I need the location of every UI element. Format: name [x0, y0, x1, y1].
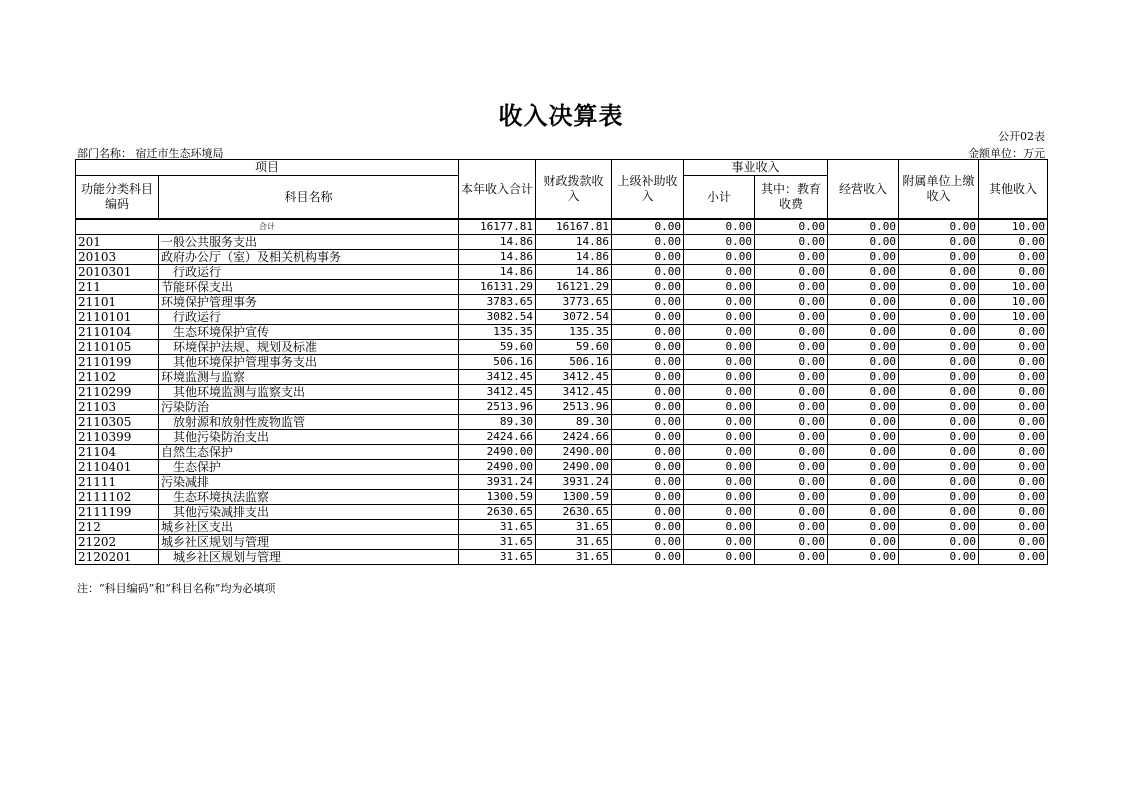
amount-cell: 0.00 — [684, 370, 755, 385]
table-row — [76, 505, 1048, 520]
amount-cell: 0.00 — [979, 415, 1048, 430]
header-affiliated: 附属单位上缴收入 — [899, 160, 979, 220]
amount-cell: 0.00 — [612, 280, 684, 295]
amount-cell: 0.00 — [612, 490, 684, 505]
page-title: 收入决算表 — [498, 101, 624, 130]
amount-cell: 0.00 — [979, 265, 1048, 280]
amount-cell: 3783.65 — [459, 295, 536, 310]
amount-cell: 0.00 — [979, 475, 1048, 490]
amount-cell: 16131.29 — [459, 280, 536, 295]
subject-name: 自然生态保护 — [159, 445, 459, 460]
amount-cell: 0.00 — [828, 460, 899, 475]
amount-cell: 506.16 — [459, 355, 536, 370]
subject-code: 2110399 — [76, 430, 159, 445]
subject-name: 一般公共服务支出 — [159, 235, 459, 250]
subject-code: 2110105 — [76, 340, 159, 355]
amount-cell: 0.00 — [612, 325, 684, 340]
amount-cell: 0.00 — [899, 265, 979, 280]
amount-cell: 0.00 — [684, 430, 755, 445]
subject-code: 201 — [76, 235, 159, 250]
amount-cell: 31.65 — [536, 550, 612, 565]
table-row — [76, 250, 1048, 265]
amount-cell: 0.00 — [979, 235, 1048, 250]
amount-cell: 0.00 — [612, 385, 684, 400]
subject-name: 污染防治 — [159, 400, 459, 415]
amount-cell: 0.00 — [899, 355, 979, 370]
amount-cell: 3412.45 — [459, 370, 536, 385]
amount-cell: 0.00 — [899, 400, 979, 415]
amount-cell: 2513.96 — [536, 400, 612, 415]
amount-cell: 3072.54 — [536, 310, 612, 325]
amount-cell: 0.00 — [979, 445, 1048, 460]
amount-cell: 0.00 — [755, 460, 828, 475]
table-row — [76, 415, 1048, 430]
amount-cell: 0.00 — [828, 520, 899, 535]
table-row — [76, 385, 1048, 400]
amount-cell: 0.00 — [899, 460, 979, 475]
amount-cell: 0.00 — [828, 310, 899, 325]
amount-cell: 0.00 — [979, 355, 1048, 370]
amount-cell: 0.00 — [979, 505, 1048, 520]
amount-cell: 2424.66 — [459, 430, 536, 445]
amount-cell: 0.00 — [828, 370, 899, 385]
amount-cell: 0.00 — [899, 235, 979, 250]
amount-cell: 0.00 — [612, 340, 684, 355]
amount-cell: 0.00 — [979, 490, 1048, 505]
subject-code: 2111199 — [76, 505, 159, 520]
table-row — [76, 400, 1048, 415]
amount-cell: 31.65 — [459, 520, 536, 535]
amount-cell: 14.86 — [459, 250, 536, 265]
header-operating: 经营收入 — [828, 160, 899, 220]
amount-cell: 0.00 — [899, 430, 979, 445]
header-item: 项目 — [76, 160, 459, 176]
amount-cell: 0.00 — [684, 490, 755, 505]
subject-name: 其他污染防治支出 — [159, 430, 459, 445]
amount-cell: 0.00 — [755, 400, 828, 415]
amount-cell: 0.00 — [755, 445, 828, 460]
amount-cell: 0.00 — [612, 460, 684, 475]
total-cell: 0.00 — [755, 219, 828, 235]
amount-cell: 59.60 — [536, 340, 612, 355]
amount-cell: 0.00 — [899, 250, 979, 265]
amount-cell: 0.00 — [828, 505, 899, 520]
subject-name: 城乡社区规划与管理 — [159, 550, 459, 565]
amount-cell: 2424.66 — [536, 430, 612, 445]
amount-cell: 0.00 — [979, 535, 1048, 550]
header-superior: 上级补助收入 — [612, 160, 684, 220]
subject-code: 2110101 — [76, 310, 159, 325]
footnote: 注：“科目编码”和“科目名称”均为必填项 — [77, 582, 276, 595]
amount-cell: 0.00 — [612, 445, 684, 460]
amount-cell: 0.00 — [612, 430, 684, 445]
amount-cell: 0.00 — [899, 280, 979, 295]
amount-cell: 0.00 — [684, 415, 755, 430]
amount-cell: 0.00 — [755, 310, 828, 325]
subject-name: 环境保护管理事务 — [159, 295, 459, 310]
amount-cell: 0.00 — [899, 520, 979, 535]
amount-cell: 0.00 — [612, 370, 684, 385]
amount-cell: 0.00 — [684, 385, 755, 400]
amount-cell: 135.35 — [536, 325, 612, 340]
amount-cell: 3082.54 — [459, 310, 536, 325]
amount-cell: 0.00 — [899, 415, 979, 430]
amount-cell: 0.00 — [684, 505, 755, 520]
table-row — [76, 355, 1048, 370]
subject-name: 行政运行 — [159, 265, 459, 280]
amount-cell: 0.00 — [612, 475, 684, 490]
amount-cell: 0.00 — [755, 490, 828, 505]
subject-code: 212 — [76, 520, 159, 535]
form-code: 公开02表 — [998, 130, 1045, 143]
amount-cell: 0.00 — [979, 325, 1048, 340]
header-total-income: 本年收入合计 — [459, 160, 536, 220]
subject-code: 2110401 — [76, 460, 159, 475]
amount-cell: 0.00 — [755, 370, 828, 385]
total-cell: 0.00 — [684, 219, 755, 235]
subject-name: 其他环境保护管理事务支出 — [159, 355, 459, 370]
amount-cell: 2490.00 — [459, 445, 536, 460]
amount-cell: 0.00 — [755, 415, 828, 430]
amount-cell: 0.00 — [684, 535, 755, 550]
total-cell: 0.00 — [612, 219, 684, 235]
amount-cell: 0.00 — [755, 340, 828, 355]
amount-cell: 0.00 — [828, 325, 899, 340]
amount-cell: 0.00 — [755, 550, 828, 565]
amount-cell: 0.00 — [828, 355, 899, 370]
subject-code: 21102 — [76, 370, 159, 385]
amount-cell: 0.00 — [755, 430, 828, 445]
table-row — [76, 550, 1048, 565]
amount-cell: 0.00 — [979, 400, 1048, 415]
amount-cell: 0.00 — [612, 235, 684, 250]
table-row — [76, 445, 1048, 460]
amount-cell: 0.00 — [979, 520, 1048, 535]
amount-cell: 135.35 — [459, 325, 536, 340]
amount-cell: 0.00 — [828, 535, 899, 550]
amount-cell: 0.00 — [612, 250, 684, 265]
amount-cell: 0.00 — [828, 400, 899, 415]
subject-code: 21111 — [76, 475, 159, 490]
amount-cell: 0.00 — [899, 295, 979, 310]
amount-cell: 3412.45 — [536, 385, 612, 400]
subject-name: 城乡社区支出 — [159, 520, 459, 535]
table-row — [76, 490, 1048, 505]
amount-cell: 2490.00 — [536, 445, 612, 460]
amount-cell: 0.00 — [684, 325, 755, 340]
total-cell: 10.00 — [979, 219, 1048, 235]
amount-cell: 0.00 — [828, 490, 899, 505]
amount-cell: 0.00 — [899, 385, 979, 400]
table-row — [76, 295, 1048, 310]
subject-name: 环境监测与监察 — [159, 370, 459, 385]
amount-cell: 10.00 — [979, 280, 1048, 295]
amount-cell: 10.00 — [979, 295, 1048, 310]
amount-cell: 0.00 — [684, 250, 755, 265]
amount-cell: 0.00 — [684, 310, 755, 325]
table-row — [76, 370, 1048, 385]
amount-cell: 0.00 — [755, 355, 828, 370]
amount-cell: 0.00 — [755, 535, 828, 550]
amount-cell: 0.00 — [979, 385, 1048, 400]
amount-cell: 3412.45 — [459, 385, 536, 400]
amount-cell: 3931.24 — [459, 475, 536, 490]
header-other: 其他收入 — [979, 160, 1048, 220]
table-row — [76, 535, 1048, 550]
amount-cell: 0.00 — [612, 400, 684, 415]
subject-code: 2110299 — [76, 385, 159, 400]
amount-cell: 14.86 — [459, 235, 536, 250]
amount-cell: 89.30 — [536, 415, 612, 430]
amount-cell: 0.00 — [899, 370, 979, 385]
table-row — [76, 310, 1048, 325]
subject-name: 其他环境监测与监察支出 — [159, 385, 459, 400]
amount-cell: 0.00 — [828, 445, 899, 460]
amount-cell: 0.00 — [899, 340, 979, 355]
amount-cell: 0.00 — [828, 340, 899, 355]
amount-cell: 14.86 — [536, 265, 612, 280]
header-func-code: 功能分类科目编码 — [76, 176, 159, 220]
subject-name: 污染减排 — [159, 475, 459, 490]
amount-cell: 3773.65 — [536, 295, 612, 310]
amount-cell: 0.00 — [755, 295, 828, 310]
subject-name: 环境保护法规、规划及标准 — [159, 340, 459, 355]
subject-code: 211 — [76, 280, 159, 295]
subject-name: 其他污染减排支出 — [159, 505, 459, 520]
amount-cell: 3412.45 — [536, 370, 612, 385]
header-fiscal: 财政拨款收入 — [536, 160, 612, 220]
amount-cell: 14.86 — [536, 250, 612, 265]
amount-cell: 0.00 — [979, 370, 1048, 385]
income-table — [75, 159, 1048, 565]
amount-cell: 0.00 — [828, 295, 899, 310]
amount-cell: 14.86 — [459, 265, 536, 280]
total-cell: 0.00 — [899, 219, 979, 235]
table-row — [76, 235, 1048, 250]
amount-cell: 2630.65 — [536, 505, 612, 520]
amount-cell: 89.30 — [459, 415, 536, 430]
amount-cell: 0.00 — [979, 430, 1048, 445]
amount-unit: 金额单位：万元 — [968, 147, 1045, 160]
subject-name: 城乡社区规划与管理 — [159, 535, 459, 550]
amount-cell: 2490.00 — [459, 460, 536, 475]
amount-cell: 0.00 — [755, 250, 828, 265]
amount-cell: 0.00 — [612, 295, 684, 310]
header-subject-name: 科目名称 — [159, 176, 459, 220]
amount-cell: 0.00 — [979, 460, 1048, 475]
amount-cell: 0.00 — [755, 475, 828, 490]
amount-cell: 0.00 — [899, 490, 979, 505]
subject-code: 21101 — [76, 295, 159, 310]
header-subtotal: 小计 — [684, 176, 755, 220]
amount-cell: 0.00 — [684, 475, 755, 490]
total-row — [76, 219, 1048, 235]
amount-cell: 0.00 — [684, 400, 755, 415]
subject-code: 2110305 — [76, 415, 159, 430]
subject-code: 20103 — [76, 250, 159, 265]
amount-cell: 59.60 — [459, 340, 536, 355]
table-row — [76, 520, 1048, 535]
amount-cell: 0.00 — [899, 445, 979, 460]
subject-code: 21202 — [76, 535, 159, 550]
subject-name: 生态环境保护宣传 — [159, 325, 459, 340]
amount-cell: 1300.59 — [459, 490, 536, 505]
department-name: 部门名称： 宿迁市生态环境局 — [77, 147, 224, 160]
table-row — [76, 280, 1048, 295]
amount-cell: 10.00 — [979, 310, 1048, 325]
subject-code: 2111102 — [76, 490, 159, 505]
amount-cell: 2630.65 — [459, 505, 536, 520]
total-cell: 16167.81 — [536, 219, 612, 235]
amount-cell: 0.00 — [899, 310, 979, 325]
amount-cell: 0.00 — [828, 265, 899, 280]
amount-cell: 0.00 — [684, 460, 755, 475]
amount-cell: 0.00 — [755, 385, 828, 400]
amount-cell: 0.00 — [755, 325, 828, 340]
subject-name: 放射源和放射性废物监管 — [159, 415, 459, 430]
amount-cell: 0.00 — [828, 430, 899, 445]
subject-code: 21104 — [76, 445, 159, 460]
amount-cell: 31.65 — [536, 535, 612, 550]
amount-cell: 2513.96 — [459, 400, 536, 415]
header-education: 其中：教育收费 — [755, 176, 828, 220]
table-row — [76, 430, 1048, 445]
amount-cell: 0.00 — [612, 550, 684, 565]
amount-cell: 0.00 — [899, 325, 979, 340]
amount-cell: 0.00 — [612, 355, 684, 370]
subject-code: 2010301 — [76, 265, 159, 280]
amount-cell: 0.00 — [979, 340, 1048, 355]
amount-cell: 0.00 — [684, 355, 755, 370]
amount-cell: 0.00 — [828, 475, 899, 490]
amount-cell: 0.00 — [684, 445, 755, 460]
amount-cell: 0.00 — [899, 475, 979, 490]
table-row — [76, 265, 1048, 280]
amount-cell: 0.00 — [979, 250, 1048, 265]
subject-name: 生态环境执法监察 — [159, 490, 459, 505]
subject-code: 21103 — [76, 400, 159, 415]
amount-cell: 0.00 — [612, 415, 684, 430]
amount-cell: 0.00 — [684, 520, 755, 535]
total-cell: 0.00 — [828, 219, 899, 235]
subject-name: 生态保护 — [159, 460, 459, 475]
amount-cell: 31.65 — [536, 520, 612, 535]
table-row — [76, 475, 1048, 490]
amount-cell: 0.00 — [828, 385, 899, 400]
amount-cell: 0.00 — [684, 295, 755, 310]
amount-cell: 0.00 — [612, 520, 684, 535]
amount-cell: 0.00 — [828, 550, 899, 565]
amount-cell: 0.00 — [828, 235, 899, 250]
amount-cell: 31.65 — [459, 535, 536, 550]
amount-cell: 3931.24 — [536, 475, 612, 490]
amount-cell: 0.00 — [684, 265, 755, 280]
subject-code: 2110199 — [76, 355, 159, 370]
amount-cell: 0.00 — [828, 280, 899, 295]
amount-cell: 0.00 — [828, 415, 899, 430]
subject-code: 2120201 — [76, 550, 159, 565]
amount-cell: 0.00 — [684, 235, 755, 250]
amount-cell: 2490.00 — [536, 460, 612, 475]
amount-cell: 0.00 — [899, 535, 979, 550]
amount-cell: 0.00 — [755, 280, 828, 295]
amount-cell: 0.00 — [684, 340, 755, 355]
amount-cell: 14.86 — [536, 235, 612, 250]
amount-cell: 0.00 — [899, 505, 979, 520]
amount-cell: 0.00 — [612, 505, 684, 520]
amount-cell: 0.00 — [755, 265, 828, 280]
amount-cell: 0.00 — [755, 520, 828, 535]
subject-name: 行政运行 — [159, 310, 459, 325]
amount-cell: 0.00 — [684, 280, 755, 295]
table-row — [76, 325, 1048, 340]
amount-cell: 16121.29 — [536, 280, 612, 295]
amount-cell: 1300.59 — [536, 490, 612, 505]
amount-cell: 506.16 — [536, 355, 612, 370]
amount-cell: 0.00 — [979, 550, 1048, 565]
amount-cell: 0.00 — [684, 550, 755, 565]
table-row — [76, 340, 1048, 355]
subject-code: 2110104 — [76, 325, 159, 340]
amount-cell: 0.00 — [755, 505, 828, 520]
table-row — [76, 460, 1048, 475]
amount-cell: 31.65 — [459, 550, 536, 565]
total-cell: 16177.81 — [459, 219, 536, 235]
header-business: 事业收入 — [684, 160, 828, 176]
amount-cell: 0.00 — [828, 250, 899, 265]
amount-cell: 0.00 — [755, 235, 828, 250]
amount-cell: 0.00 — [612, 310, 684, 325]
subject-name: 节能环保支出 — [159, 280, 459, 295]
amount-cell: 0.00 — [899, 550, 979, 565]
total-label: 合计 — [76, 219, 459, 235]
amount-cell: 0.00 — [612, 535, 684, 550]
subject-name: 政府办公厅（室）及相关机构事务 — [159, 250, 459, 265]
amount-cell: 0.00 — [612, 265, 684, 280]
